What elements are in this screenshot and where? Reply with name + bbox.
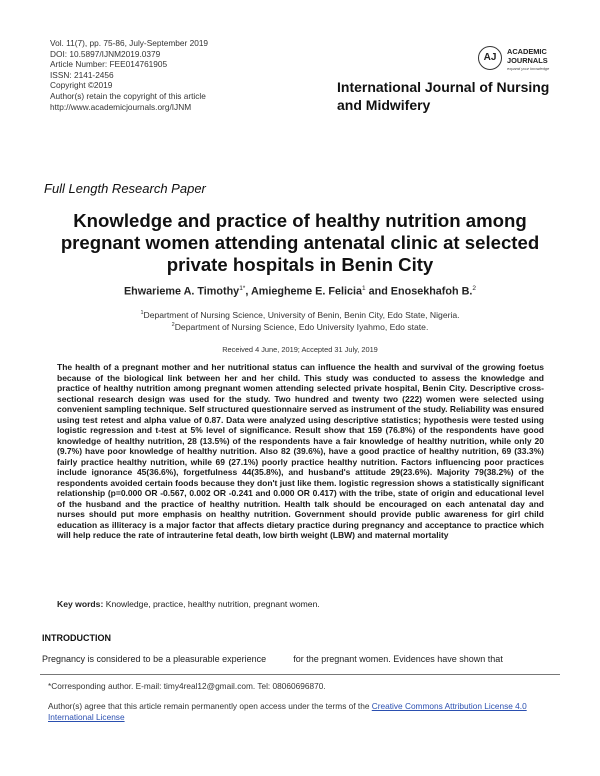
affiliation-1-text: Department of Nursing Science, University of Benin, Benin City, Edo State, Nigeria. (143, 310, 460, 320)
publisher-logo (478, 44, 598, 74)
journal-name: International Journal of Nursing and Midwifery (337, 79, 550, 113)
author-separator-1: , (245, 285, 251, 298)
paper-title: Knowledge and practice of healthy nutrition among pregnant women attending antenatal clinic at selected private hospitals in Benin City (60, 210, 540, 275)
license-link[interactable]: Creative Commons Attribution License 4.0 International License (48, 701, 527, 722)
received-accepted-dates: Received 4 June, 2019; Accepted 31 July, 2019 (222, 345, 378, 354)
meta-url[interactable]: http://www.academicjournals.org/IJNM (50, 101, 192, 112)
author-2: Amiegheme E. Felicia (250, 285, 362, 298)
meta-volume: Vol. 11(7), pp. 75-86, July-September 2019 (50, 38, 209, 48)
logo-line-1: ACADEMIC (507, 47, 547, 56)
paper-type: Full Length Research Paper (44, 181, 206, 196)
author-2-affil: 1 (361, 285, 366, 292)
corresponding-author: *Corresponding author. E-mail: timy4real12@gmail.com. Tel: 08060696870. (48, 681, 326, 691)
affiliation-1-num: 1 (140, 310, 144, 317)
keywords-label: Key words: (57, 599, 104, 609)
article-metadata (50, 38, 208, 112)
meta-copyright: Copyright ©2019 (50, 80, 113, 91)
keywords-text: Knowledge, practice, healthy nutrition, pregnant women. (103, 599, 320, 609)
footnote-divider (40, 674, 560, 675)
author-list (40, 285, 560, 298)
affiliation-1 (40, 310, 560, 320)
license-prefix: Author(s) agree that this article remain permanently open access under the terms of the (48, 701, 372, 711)
introduction-first-line (42, 654, 562, 664)
meta-rights: Author(s) retain the copyright of this article (50, 90, 206, 101)
intro-left-column-text: Pregnancy is considered to be a pleasurable experience (42, 654, 267, 664)
author-3: Enosekhafoh B. (390, 285, 473, 298)
logo-tagline: expand your knowledge (507, 66, 550, 71)
author-1: Ehwarieme A. Timothy (123, 285, 240, 298)
affiliation-2 (40, 322, 560, 332)
meta-doi: DOI: 10.5897/IJNM2019.0379 (50, 48, 161, 59)
meta-article-number: Article Number: FEE014761905 (50, 59, 168, 70)
logo-line-2: JOURNALS (507, 55, 548, 65)
logo-mark-icon: AJ (478, 46, 502, 70)
meta-issn: ISSN: 2141-2456 (50, 69, 114, 80)
affiliation-2-text: Department of Nursing Science, Edo University Iyahmo, Edo state. (174, 322, 429, 332)
author-separator-2: and (365, 285, 391, 298)
affiliation-2-num: 2 (171, 322, 175, 329)
intro-right-column-text: for the pregnant women. Evidences have shown that (293, 654, 503, 664)
keywords (57, 599, 557, 609)
abstract: The health of a pregnant mother and her nutritional status can influence the health and survival of the growing foetus because of the biological link between her and her child. This study was conducted to assess the knowledge and practice of healthy nutrition among pregnant women attending selected private hospital, Benin City. Descriptive cross-sectional research design was used for the study. Two hundred and twenty two (222) women were selected using convenient sampling technique. Self structured questionnaire served as instrument of the study. Reliability was ensured using test retest and alpha value of 0.87. Data were analyzed using descriptive statistics; hypothesis were tested using logistic regression and t-test at 5% level of significance. Result show that 159 (76.8%) of the respondents have good knowledge of healthy nutrition, 28 (13.5%) of the respondents have a fair knowledge of healthy nutrition, while only 20 (9.7%) have poor knowledge of healthy nutrition. Also 82 (39.6%), have a good practice of healthy nutrition, 69 (33.3%) fairly practice healthy nutrition, while 69 (27.1%) poorly practice healthy nutrition. Factors influencing poor practices include ignorance 45(36.6%), forgetfulness 44(35.8%), and husband's attitude 29(23.6%). Majority 79(38.2%) of the respondents avoided certain foods because they don't just like them. logistic regression shows a statistically significant relationship (p=0.000 OR -0.567, 0.002 OR -0.241 and 0.000 OR 0.417) with the tribe, state of origin and educational level of the husband and the practice of healthy nutrition. Health talk should be encouraged on each antenatal day and nurses should put more emphasis on healthy nutrition. Government should provide public awareness for girl child education as illiteracy is a major factor that affects dietary practice during pregnancy and acceptance to practice which will help reduce the rate of intrauterine fetal death, low birth weight (LBW) and maternal mortality (57, 362, 544, 540)
author-3-affil: 2 (472, 285, 477, 292)
author-1-affil: 1* (239, 285, 246, 292)
section-heading-introduction: INTRODUCTION (42, 633, 111, 643)
logo-text (507, 48, 548, 65)
license-statement (48, 701, 564, 723)
